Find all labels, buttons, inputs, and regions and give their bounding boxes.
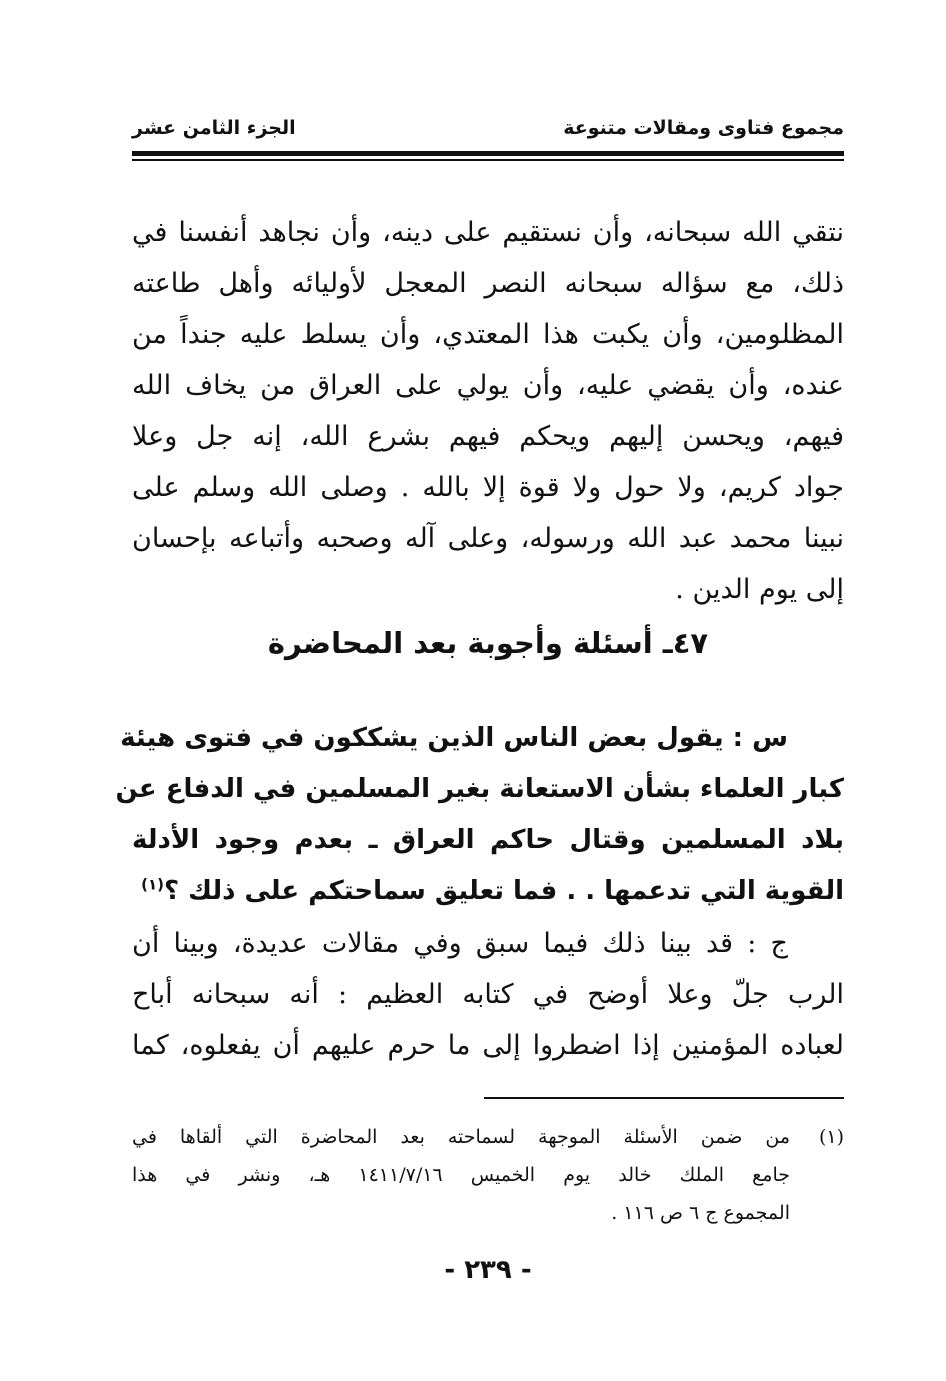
page-number: - ٢٣٩ - [444,1255,532,1285]
running-header [132,112,844,144]
text-line: ذلك، مع سؤاله سبحانه النصر المعجل لأوليائه وأهل طاعته [132,268,844,299]
footnote-separator [484,1097,844,1099]
footnote-text: من ضمن الأسئلة الموجهة لسماحته بعد المحاضرة التي ألقاها في [132,1126,790,1148]
text-line: إلى يوم الدين . [675,574,844,605]
text-line: نبينا محمد عبد الله ورسوله، وعلى آله وصحبه وأتباعه بإحسان [132,523,844,554]
text-line: عنده، وأن يقضي عليه، وأن يولي على العراق من يخاف الله [132,370,844,401]
answer-block [132,918,844,1071]
header-rule-thick [132,151,844,156]
answer-line: ج : قد بينا ذلك فيما سبق وفي مقالات عديدة، وبينا أن [132,928,788,959]
answer-line: لعباده المؤمنين إذا اضطروا إلى ما حرم عليهم أن يفعلوه، كما [132,1030,844,1061]
text-line: نتقي الله سبحانه، وأن نستقيم على دينه، وأن نجاهد أنفسنا في [132,217,844,248]
text-line: جواد كريم، ولا حول ولا قوة إلا بالله . وصلى الله وسلم على [132,472,844,503]
question-line: بلاد المسلمين وقتال حاكم العراق ـ بعدم وجود الأدلة [132,825,844,855]
question-block [115,713,844,917]
question-line-last [132,866,844,917]
footnote-line-first [132,1118,844,1156]
question-line-text: القوية التي تدعمها . . فما تعليق سماحتكم على ذلك ؟ [164,876,844,906]
footnote-block [132,1118,844,1232]
header-rule-thin [132,159,844,161]
question-line: كبار العلماء بشأن الاستعانة بغير المسلمين في الدفاع عن [115,774,844,804]
footnote-line: جامع الملك خالد يوم الخميس ١٤١١/٧/١٦ هـ، ونشر في هذا [132,1164,790,1186]
text-line: فيهم، ويحسن إليهم ويحكم فيهم بشرع الله، إنه جل وعلا [132,421,844,452]
question-line: س : يقول بعض الناس الذين يشككون في فتوى هيئة [120,723,788,753]
header-book-title: مجموع فتاوى ومقالات متنوعة [563,117,844,139]
footnote-line: المجموع ج ٦ ص ١١٦ . [611,1202,790,1224]
section-heading: ٤٧ـ أسئلة وأجوبة بعد المحاضرة [267,626,709,660]
footnote-marker: (١) [818,1126,844,1148]
body-paragraph [132,207,844,615]
text-line: المظلومين، وأن يكبت هذا المعتدي، وأن يسلط عليه جنداً من [132,319,844,350]
footnote-reference: (١) [141,875,164,894]
header-volume: الجزء الثامن عشر [132,117,296,139]
answer-line: الرب جلّ وعلا أوضح في كتابه العظيم : أنه سبحانه أباح [132,979,844,1010]
